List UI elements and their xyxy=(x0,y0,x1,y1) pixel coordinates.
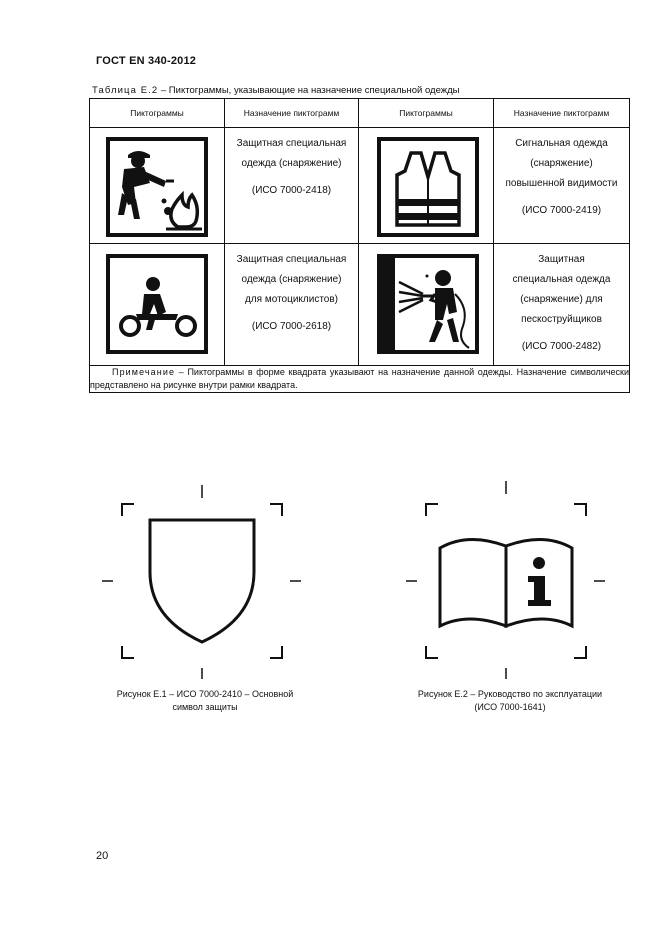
purpose-text-line: одежда (снаряжение) xyxy=(241,158,342,169)
figure-caption xyxy=(90,688,320,714)
iso-reference: (ИСО 7000-2618) xyxy=(251,321,332,332)
purpose-text-line: специальная одежда xyxy=(512,274,611,285)
iso-reference: (ИСО 7000-2418) xyxy=(251,185,332,196)
column-header-purpose-1: Назначение пиктограмм xyxy=(225,99,359,128)
pictogram-cell xyxy=(359,244,494,366)
purpose-cell xyxy=(494,128,630,244)
purpose-text-line: Сигнальная одежда xyxy=(515,138,608,149)
pictogram-table xyxy=(89,98,630,393)
document-code-header: ГОСТ EN 340-2012 xyxy=(96,55,197,67)
figure-caption-line: Рисунок Е.1 – ИСО 7000-2410 – Основной xyxy=(116,689,294,699)
purpose-text-line: пескоструйщиков xyxy=(521,314,602,325)
figure-caption-line: символ защиты xyxy=(172,702,238,712)
sandblaster-icon xyxy=(377,254,479,354)
figure-caption-line: Рисунок Е.2 – Руководство по эксплуатации xyxy=(417,689,603,699)
column-header-pictograms-2: Пиктограммы xyxy=(359,99,494,128)
figure-caption xyxy=(392,688,628,714)
purpose-text-line: (снаряжение) для xyxy=(520,294,603,305)
note-lead: Примечание xyxy=(112,367,176,377)
purpose-text-line: Защитная специальная xyxy=(236,138,347,149)
table-caption xyxy=(92,85,460,96)
purpose-text-line: для мотоциклистов) xyxy=(244,294,338,305)
pictogram-cell xyxy=(90,244,225,366)
pictogram-cell xyxy=(90,128,225,244)
table-row xyxy=(90,128,630,244)
firefighter-icon xyxy=(106,137,208,237)
table-note xyxy=(90,366,630,393)
purpose-cell xyxy=(225,244,359,366)
table-caption-lead: Таблица Е.2 xyxy=(92,85,159,96)
purpose-text-line: (снаряжение) xyxy=(530,158,593,169)
purpose-text-line: повышенной видимости xyxy=(505,178,618,189)
column-header-purpose-2: Назначение пиктограмм xyxy=(494,99,630,128)
table-caption-text: – Пиктограммы, указывающие на назначение специальной одежды xyxy=(158,85,460,96)
purpose-cell xyxy=(494,244,630,366)
high-visibility-vest-icon xyxy=(377,137,479,237)
column-header-pictograms-1: Пиктограммы xyxy=(90,99,225,128)
iso-reference: (ИСО 7000-2482) xyxy=(521,341,602,352)
purpose-text-line: одежда (снаряжение) xyxy=(241,274,342,285)
purpose-cell xyxy=(225,128,359,244)
note-text: – Пиктограммы в форме квадрата указывают на назначение данной одежды. Назначение символически представлено на рисунке внутри рамки квадрата. xyxy=(90,367,629,390)
pictogram-cell xyxy=(359,128,494,244)
motorcyclist-icon xyxy=(106,254,208,354)
manual-book-info-icon xyxy=(402,480,612,680)
iso-reference: (ИСО 7000-2419) xyxy=(521,205,602,216)
shield-icon xyxy=(98,480,308,680)
figure-caption-line: (ИСО 7000-1641) xyxy=(474,702,546,712)
purpose-text-line: Защитная специальная xyxy=(236,254,347,265)
page-number: 20 xyxy=(96,850,109,862)
table-row xyxy=(90,244,630,366)
purpose-text-line: Защитная xyxy=(538,254,585,265)
